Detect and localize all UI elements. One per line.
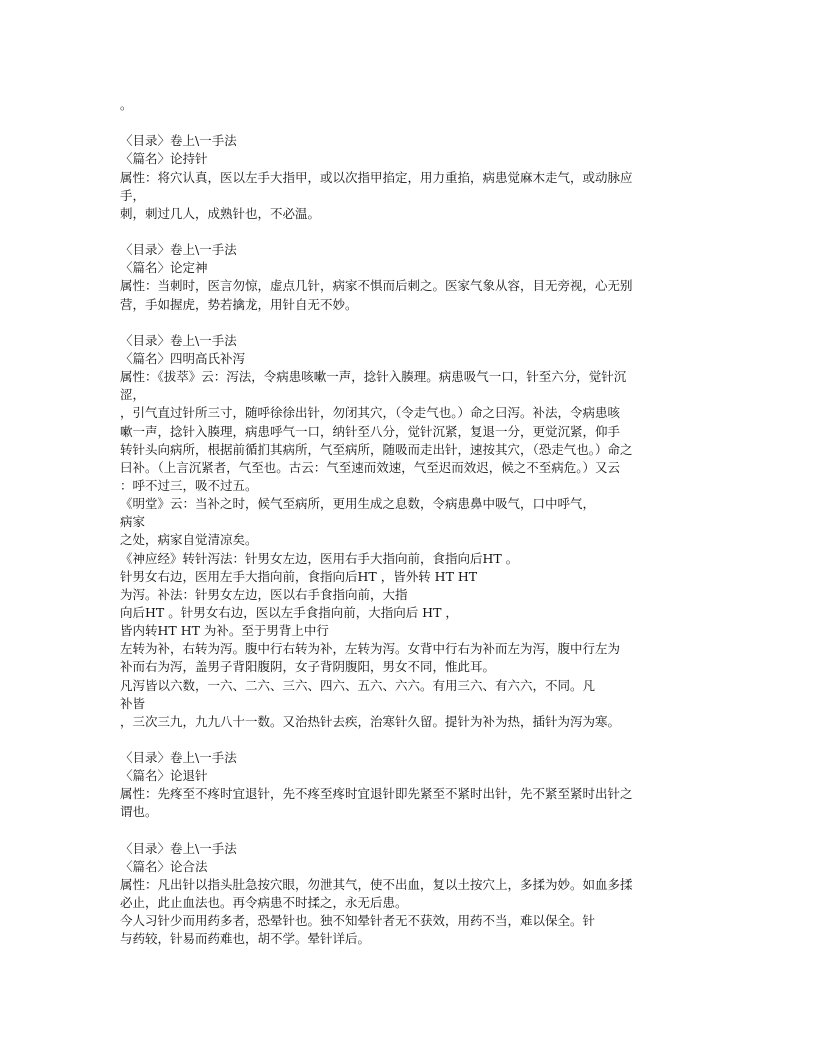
text-line: 〈篇名〉论持针 [120,151,208,167]
text-line: 《明堂》云：当补之时，候气至病所，更用生成之息数，令病患鼻中吸气，口中呼气， [120,496,596,512]
text-line: 凡泻皆以六数，一六、二六、三六、四六、五六、六六。有用三六、有六六，不同。凡 [120,677,596,693]
text-line: 〈篇名〉论定神 [120,260,208,276]
text-line: 涩， [120,387,146,403]
text-line: 曰补。（上言沉紧者，气至也。古云：气至速而效速，气至迟而效迟，候之不至病危。）又云 [120,459,621,475]
text-line: 向后HT 。针男女右边，医以左手食指向前，大指向后 HT ， [120,604,458,620]
text-line: ，引气直过针所三寸，随呼徐徐出针，勿闭其穴，（令走气也。）命之曰泻。补法，令病患咳 [120,405,621,421]
text-line: 〈篇名〉论合法 [120,858,208,874]
blank-line [120,731,720,749]
text-line: 〈目录〉卷上\一手法 [120,242,237,258]
text-line: 。 [120,97,133,112]
text-line: ，三次三九，九九八十一数。又治热针去疾，治寒针久留。提针为补为热，插针为泻为寒。 [120,713,621,729]
text-line: 〈篇名〉论退针 [120,768,208,784]
text-line: 《神应经》转针泻法：针男女左边，医用右手大指向前，食指向后HT 。 [120,550,519,566]
text-line: 〈目录〉卷上\一手法 [120,332,237,348]
text-line: 营，手如握虎，势若擒龙，用针自无不妙。 [120,296,358,312]
text-line: 属性：凡出针以指头肚急按穴眼，勿泄其气，使不出血，复以土按穴上，多揉为妙。如血多揉 [120,877,633,893]
text-line: 皆内转HT HT 为补。至于男背上中行 [120,623,329,639]
text-line: 与药较，针易而药难也，胡不学。晕针详后。 [120,931,371,947]
text-line: 左转为补，右转为泻。腹中行右转为补，左转为泻。女背中行右为补而左为泻，腹中行左为 [120,641,621,657]
text-line: 病家 [120,514,146,530]
blank-line [120,114,720,132]
text-line: 补而右为泻，盖男子背阳腹阴，女子背阴腹阳，男女不同，惟此耳。 [120,659,496,675]
text-line: 〈目录〉卷上\一手法 [120,133,237,149]
text-line: 今人习针少而用药多者，恐晕针也。独不知晕针者无不获效，用药不当，难以保全。针 [120,913,596,929]
text-line: ：呼不过三，吸不过五。 [120,477,258,493]
blank-line [120,822,720,840]
text-line: 〈目录〉卷上\一手法 [120,750,237,766]
text-line: 补皆 [120,695,146,711]
blank-line [120,223,720,241]
text-line: 嗽一声，捻针入腠理，病患呼气一口，纳针至八分，觉针沉紧，复退一分，更觉沉紧，仰手 [120,423,621,439]
blank-line [120,314,720,332]
text-line: 谓也。 [120,804,158,820]
text-line: 手， [120,187,146,203]
text-line: 为泻。补法：针男女左边，医以右手食指向前，大指 [120,586,408,602]
document-body [120,96,720,949]
text-line: 必止，此止血法也。再令病患不时揉之，永无后患。 [120,895,408,911]
text-line: 属性：《拔萃》云：泻法，令病患咳嗽一声，捻针入腠理。病患吸气一口，针至六分，觉针沉 [120,369,627,385]
text-line: 〈目录〉卷上\一手法 [120,840,237,856]
text-line: 属性：先疼至不疼时宜退针，先不疼至疼时宜退针即先紧至不紧时出针，先不紧至紧时出针之 [120,786,633,802]
text-line: 转针头向病所，根据前循扪其病所，气至病所，随吸而走出针，速按其穴，（恐走气也。）命之 [120,441,633,457]
text-line: 针男女右边，医用左手大指向前，食指向后HT ，皆外转 HT HT [120,568,478,584]
text-line: 属性：将穴认真，医以左手大指甲，或以次指甲掐定，用力重掐，病患觉麻木走气，或动脉应 [120,169,633,185]
text-line: 〈篇名〉四明高氏补泻 [120,350,246,366]
text-line: 刺，刺过几人，成熟针也，不必温。 [120,205,321,221]
text-line: 属性：当刺时，医言勿惊，虚点几针，病家不惧而后刺之。医家气象从容，目无旁视，心无别 [120,278,633,294]
text-line: 之处，病家自觉清凉矣。 [120,532,258,548]
